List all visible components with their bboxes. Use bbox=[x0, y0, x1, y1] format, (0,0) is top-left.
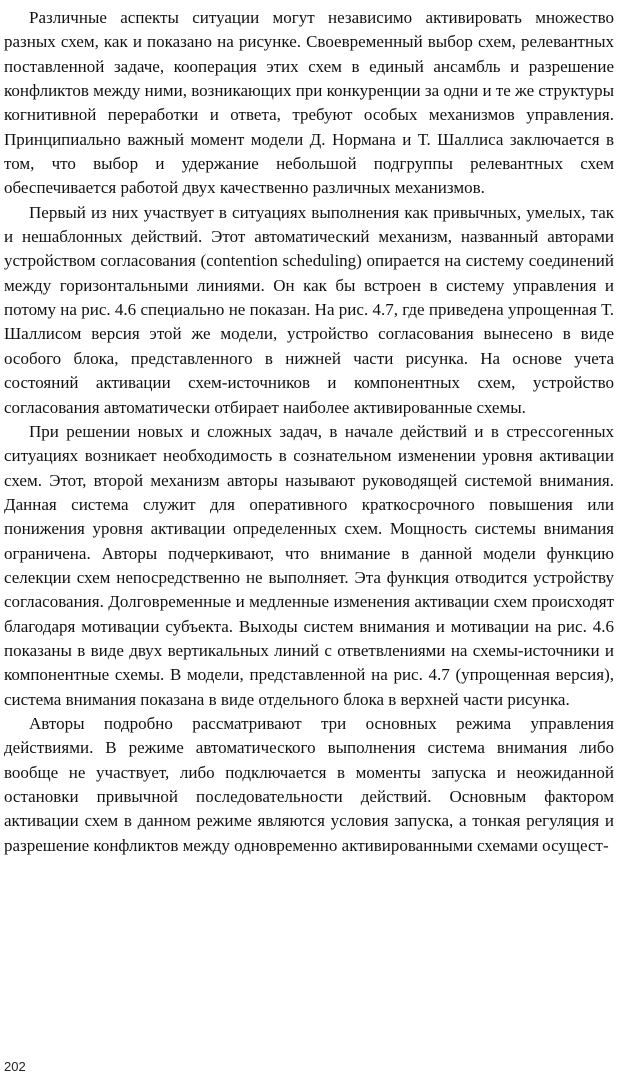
paragraph-2: Первый из них участвует в ситуациях выполнения как привычных, умелых, так и нешаблонных действий. Этот автоматический механизм, названный авторами устройством согласования (contention scheduling) опирается на систему соединений между горизонтальными линиями. Он как бы встроен в систему управления и потому на рис. 4.6 специально не показан. На рис. 4.7, где приведена упрощенная Т. Шаллисом версия этой же модели, устройство согласования вынесено в виде особого блока, представленного в нижней части рисунка. На основе учета состояний активации схем-источников и компонентных схем, устройство согласования автоматически отбирает наиболее активированные схемы. bbox=[4, 202, 614, 417]
paragraph-1: Различные аспекты ситуации могут независимо активировать множество разных схем, как и показано на рисунке. Своевременный выбор схем, релевантных поставленной задаче, кооперация этих схем в единый ансамбль и разрешение конфликтов между ними, возникающих при конкуренции за одни и те же структуры когнитивной переработки и ответа, требуют особых механизмов управления. Принципиально важный момент модели Д. Нормана и Т. Шаллиса заключается в том, что выбор и удержание небольшой подгруппы релевантных схем обеспечивается работой двух качественно различных механизмов. bbox=[4, 8, 614, 198]
paragraph-3: При решении новых и сложных задач, в начале действий и в стрессогенных ситуациях возникает необходимость в сознательном изменении уровня активации схем. Этот, второй механизм авторы называют руководящей системой внимания. Данная система служит для оперативного краткосрочного повышения или понижения уровня активации определенных схем. Мощность системы внимания ограничена. Авторы подчеркивают, что внимание в данной модели функцию селекции схем непосредственно не выполняет. Эта функция отводится устройству согласования. Долговременные и медленные изменения активации схем происходят благодаря мотивации субъекта. Выходы систем внимания и мотивации на рис. 4.6 показаны в виде двух вертикальных линий с ответвлениями на схемы-источники и компонентные схемы. В модели, представленной на рис. 4.7 (упрощенная версия), система внимания показана в виде отдельного блока в верхней части рисунка. bbox=[4, 421, 614, 709]
paragraph-4: Авторы подробно рассматривают три основных режима управления действиями. В режиме автоматического выполнения система внимания либо вообще не участвует, либо подключается в моменты запуска и неожиданной остановки привычной последовательности действий. Основным фактором активации схем в данном режиме являются условия запуска, а тонкая регуляция и разрешение конфликтов между одновременно активированными схемами осущест- bbox=[4, 713, 614, 855]
body-text bbox=[4, 6, 614, 858]
page-number: 202 bbox=[4, 1059, 26, 1074]
